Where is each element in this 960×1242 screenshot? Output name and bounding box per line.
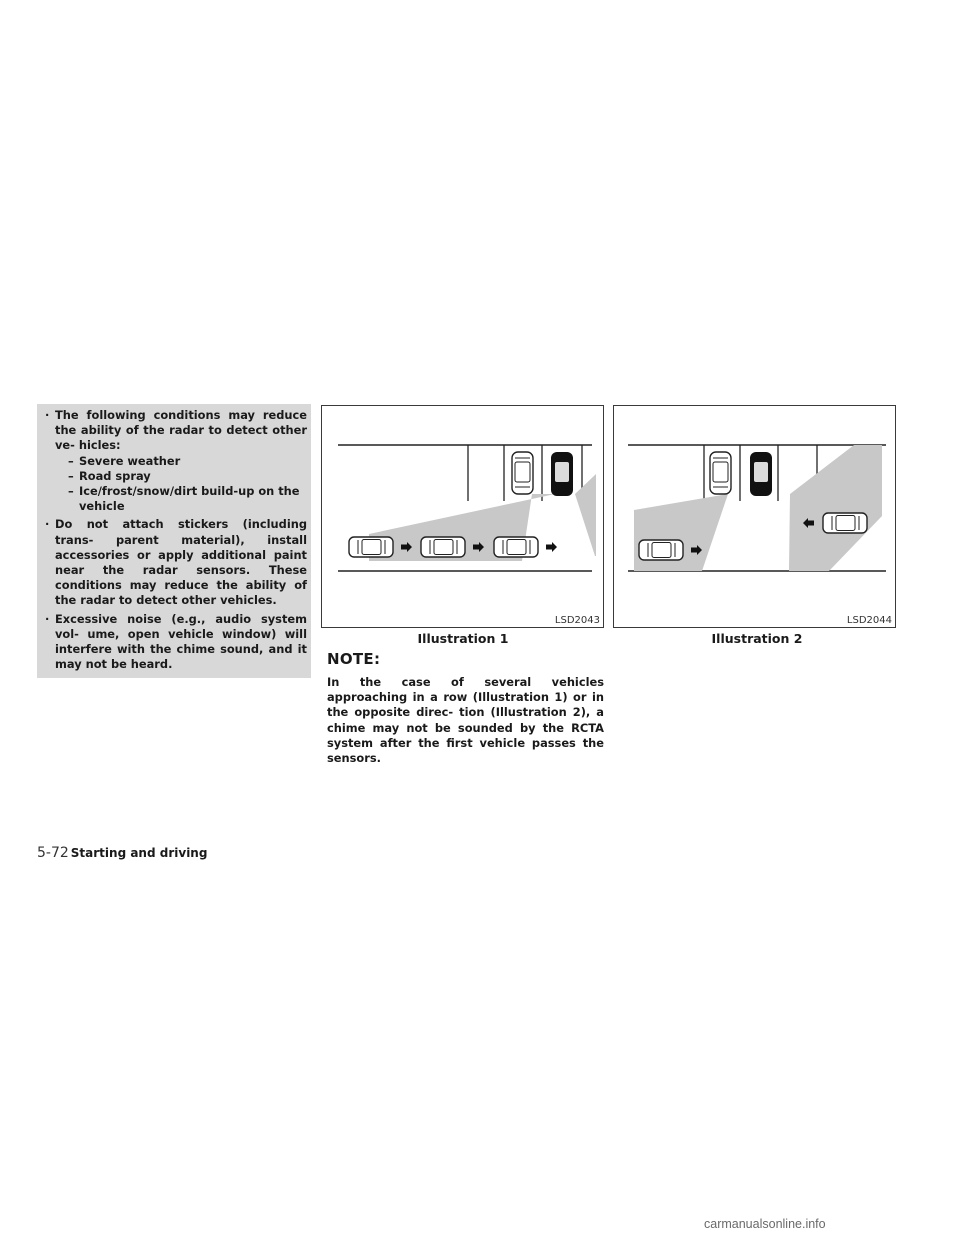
approaching-car: [421, 537, 465, 557]
dash-marker: –: [68, 484, 74, 499]
sub-item: [45, 454, 307, 469]
radar-zone-right: [789, 445, 882, 571]
figure-code: LSD2043: [554, 615, 600, 626]
condition-road-spray: Road spray: [79, 468, 151, 483]
sub-item: [45, 484, 307, 514]
bullet-noise: Excessive noise (e.g., audio system vol- ume, open vehicle window) will interfere with the chime sound, and it may not be heard.: [55, 611, 307, 672]
illustration-1-caption: Illustration 1: [417, 631, 509, 646]
illustration-1: [321, 405, 604, 628]
bullet-dot: ·: [45, 611, 50, 626]
condition-severe-weather: Severe weather: [79, 453, 181, 468]
figure-code: LSD2044: [846, 615, 892, 626]
approaching-car: [349, 537, 393, 557]
illustration-1-drawing: [322, 406, 603, 627]
approaching-car-left: [639, 540, 683, 560]
bullet-item: [45, 612, 307, 673]
parked-car: [512, 452, 533, 494]
own-car-reversing: [551, 452, 573, 496]
watermark: carmanualsonline.info: [704, 1217, 826, 1231]
bullet-item: [45, 517, 307, 608]
bullet-dot: ·: [45, 517, 50, 532]
illustration-2: [613, 405, 896, 628]
illustration-2-drawing: [614, 406, 895, 627]
own-car-reversing: [750, 452, 772, 496]
parked-car: [710, 452, 731, 494]
section-title: Starting and driving: [70, 846, 208, 860]
conditions-box: [37, 404, 311, 678]
note-body: In the case of several vehicles approaching in a row (Illustration 1) or in the opposite direc- tion (Illustration 2), a chime may not be sounded by the RCTA system after the first vehicle passes the sensors.: [327, 675, 604, 766]
dash-marker: –: [68, 468, 74, 483]
note-heading: NOTE:: [327, 650, 381, 668]
page-number: 5-72: [37, 845, 69, 861]
radar-zone-right: [575, 474, 596, 556]
sub-item: [45, 469, 307, 484]
bullet-item: [45, 408, 307, 454]
approaching-car-right: [823, 513, 867, 533]
conditions-intro: The following conditions may reduce the ability of the radar to detect other ve- hicles:: [55, 408, 307, 453]
bullet-stickers: Do not attach stickers (including trans- parent material), install accessories or apply additional paint near the radar sensors. These conditions may reduce the ability of the radar to detect other vehicles.: [55, 517, 307, 608]
bullet-dot: ·: [45, 408, 50, 422]
arrow-right-icon: [546, 542, 557, 552]
illustration-2-caption: Illustration 2: [711, 631, 803, 646]
approaching-car: [494, 537, 538, 557]
dash-marker: –: [68, 453, 74, 468]
page-footer: [37, 845, 207, 861]
condition-buildup: Ice/frost/snow/dirt build-up on the vehicle: [79, 484, 300, 514]
